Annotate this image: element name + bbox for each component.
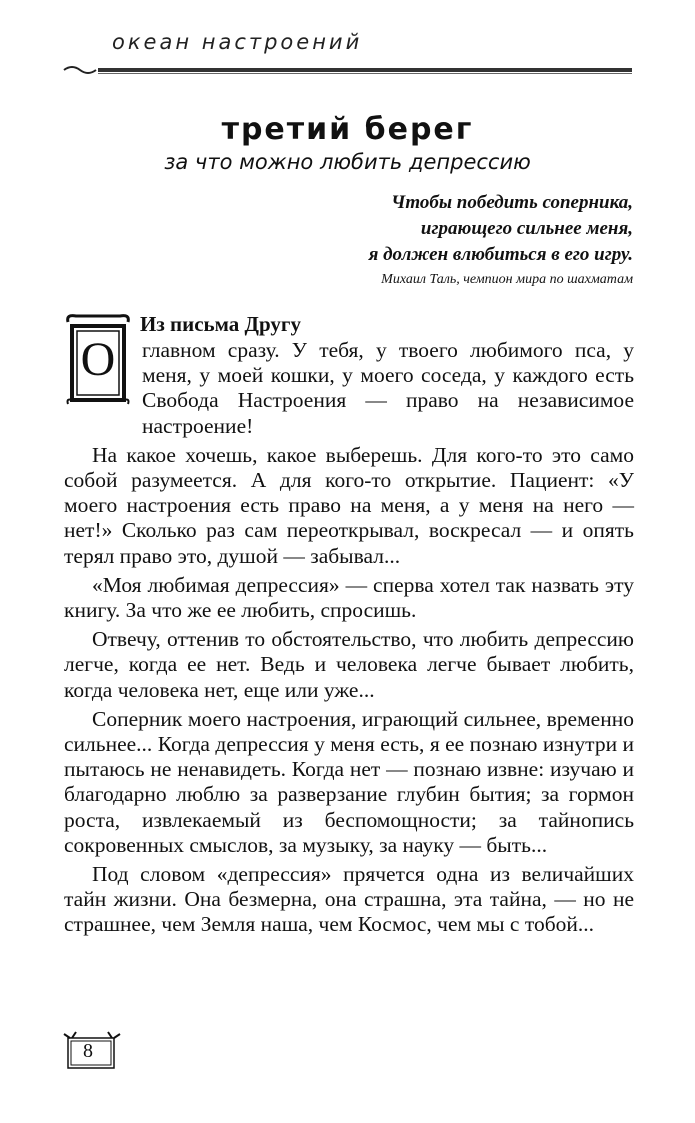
paragraph: Соперник моего настроения, играющий сильнее, временно сильнее... Когда депрессия у меня есть, я ее познаю изнутри и пытаюсь не ненавидеть. Когда нет — познаю извне: изучаю и благодарно люблю за разверзание глубин бытия; за гормон роста, извлекаемый из беспомощности; за тайнопись сокровенных смыслов, за музыку, за науку — быть... [64, 706, 634, 857]
paragraph [64, 338, 634, 439]
epigraph [369, 190, 633, 288]
paragraph-text: главном сразу. У тебя, у твоего любимого пса, у меня, у моей кошки, у моего соседа, у каждого есть Свобода Настроения — право на независимое настроение! [142, 338, 634, 438]
header-ornament-rule [62, 62, 634, 76]
paragraph: Отвечу, оттенив то обстоятельство, что любить депрессию легче, когда ее нет. Ведь и человека легче бывает любить, когда человека нет, еще или уже... [64, 627, 634, 702]
paragraph: Под словом «депрессия» прячется одна из величайших тайн жизни. Она безмерна, она страшна, эта тайна, — но не страшнее, чем Земля наша, чем Космос, чем мы с тобой... [64, 862, 634, 937]
epigraph-line: играющего сильнее меня, [420, 218, 633, 239]
running-head: океан настроений [112, 30, 363, 54]
page-number: 8 [83, 1040, 93, 1062]
chapter-title: третий берег [221, 112, 474, 147]
paragraph: «Моя любимая депрессия» — сперва хотел так назвать эту книгу. За что же ее любить, спросишь. [64, 572, 634, 623]
paragraph: На какое хочешь, какое выберешь. Для кого-то это само собой разумеется. А для кого-то открытие. Пациент: «У моего настроения есть право на меня, а у меня на него — нет!» Сколько раз сам переоткрывал, воскресал — и опять терял право это, душой — забывал... [64, 442, 634, 568]
epigraph-line: я должен влюбиться в его игру. [368, 244, 633, 265]
section-heading: Из письма Другу [140, 312, 301, 336]
epigraph-line: Чтобы победить соперника, [391, 192, 633, 213]
body-text [64, 338, 634, 938]
dropcap-letter: О [80, 333, 116, 386]
chapter-subtitle: за что можно любить депрессию [164, 150, 531, 174]
epigraph-author: Михаил Таль, чемпион мира по шахматам [381, 272, 633, 287]
